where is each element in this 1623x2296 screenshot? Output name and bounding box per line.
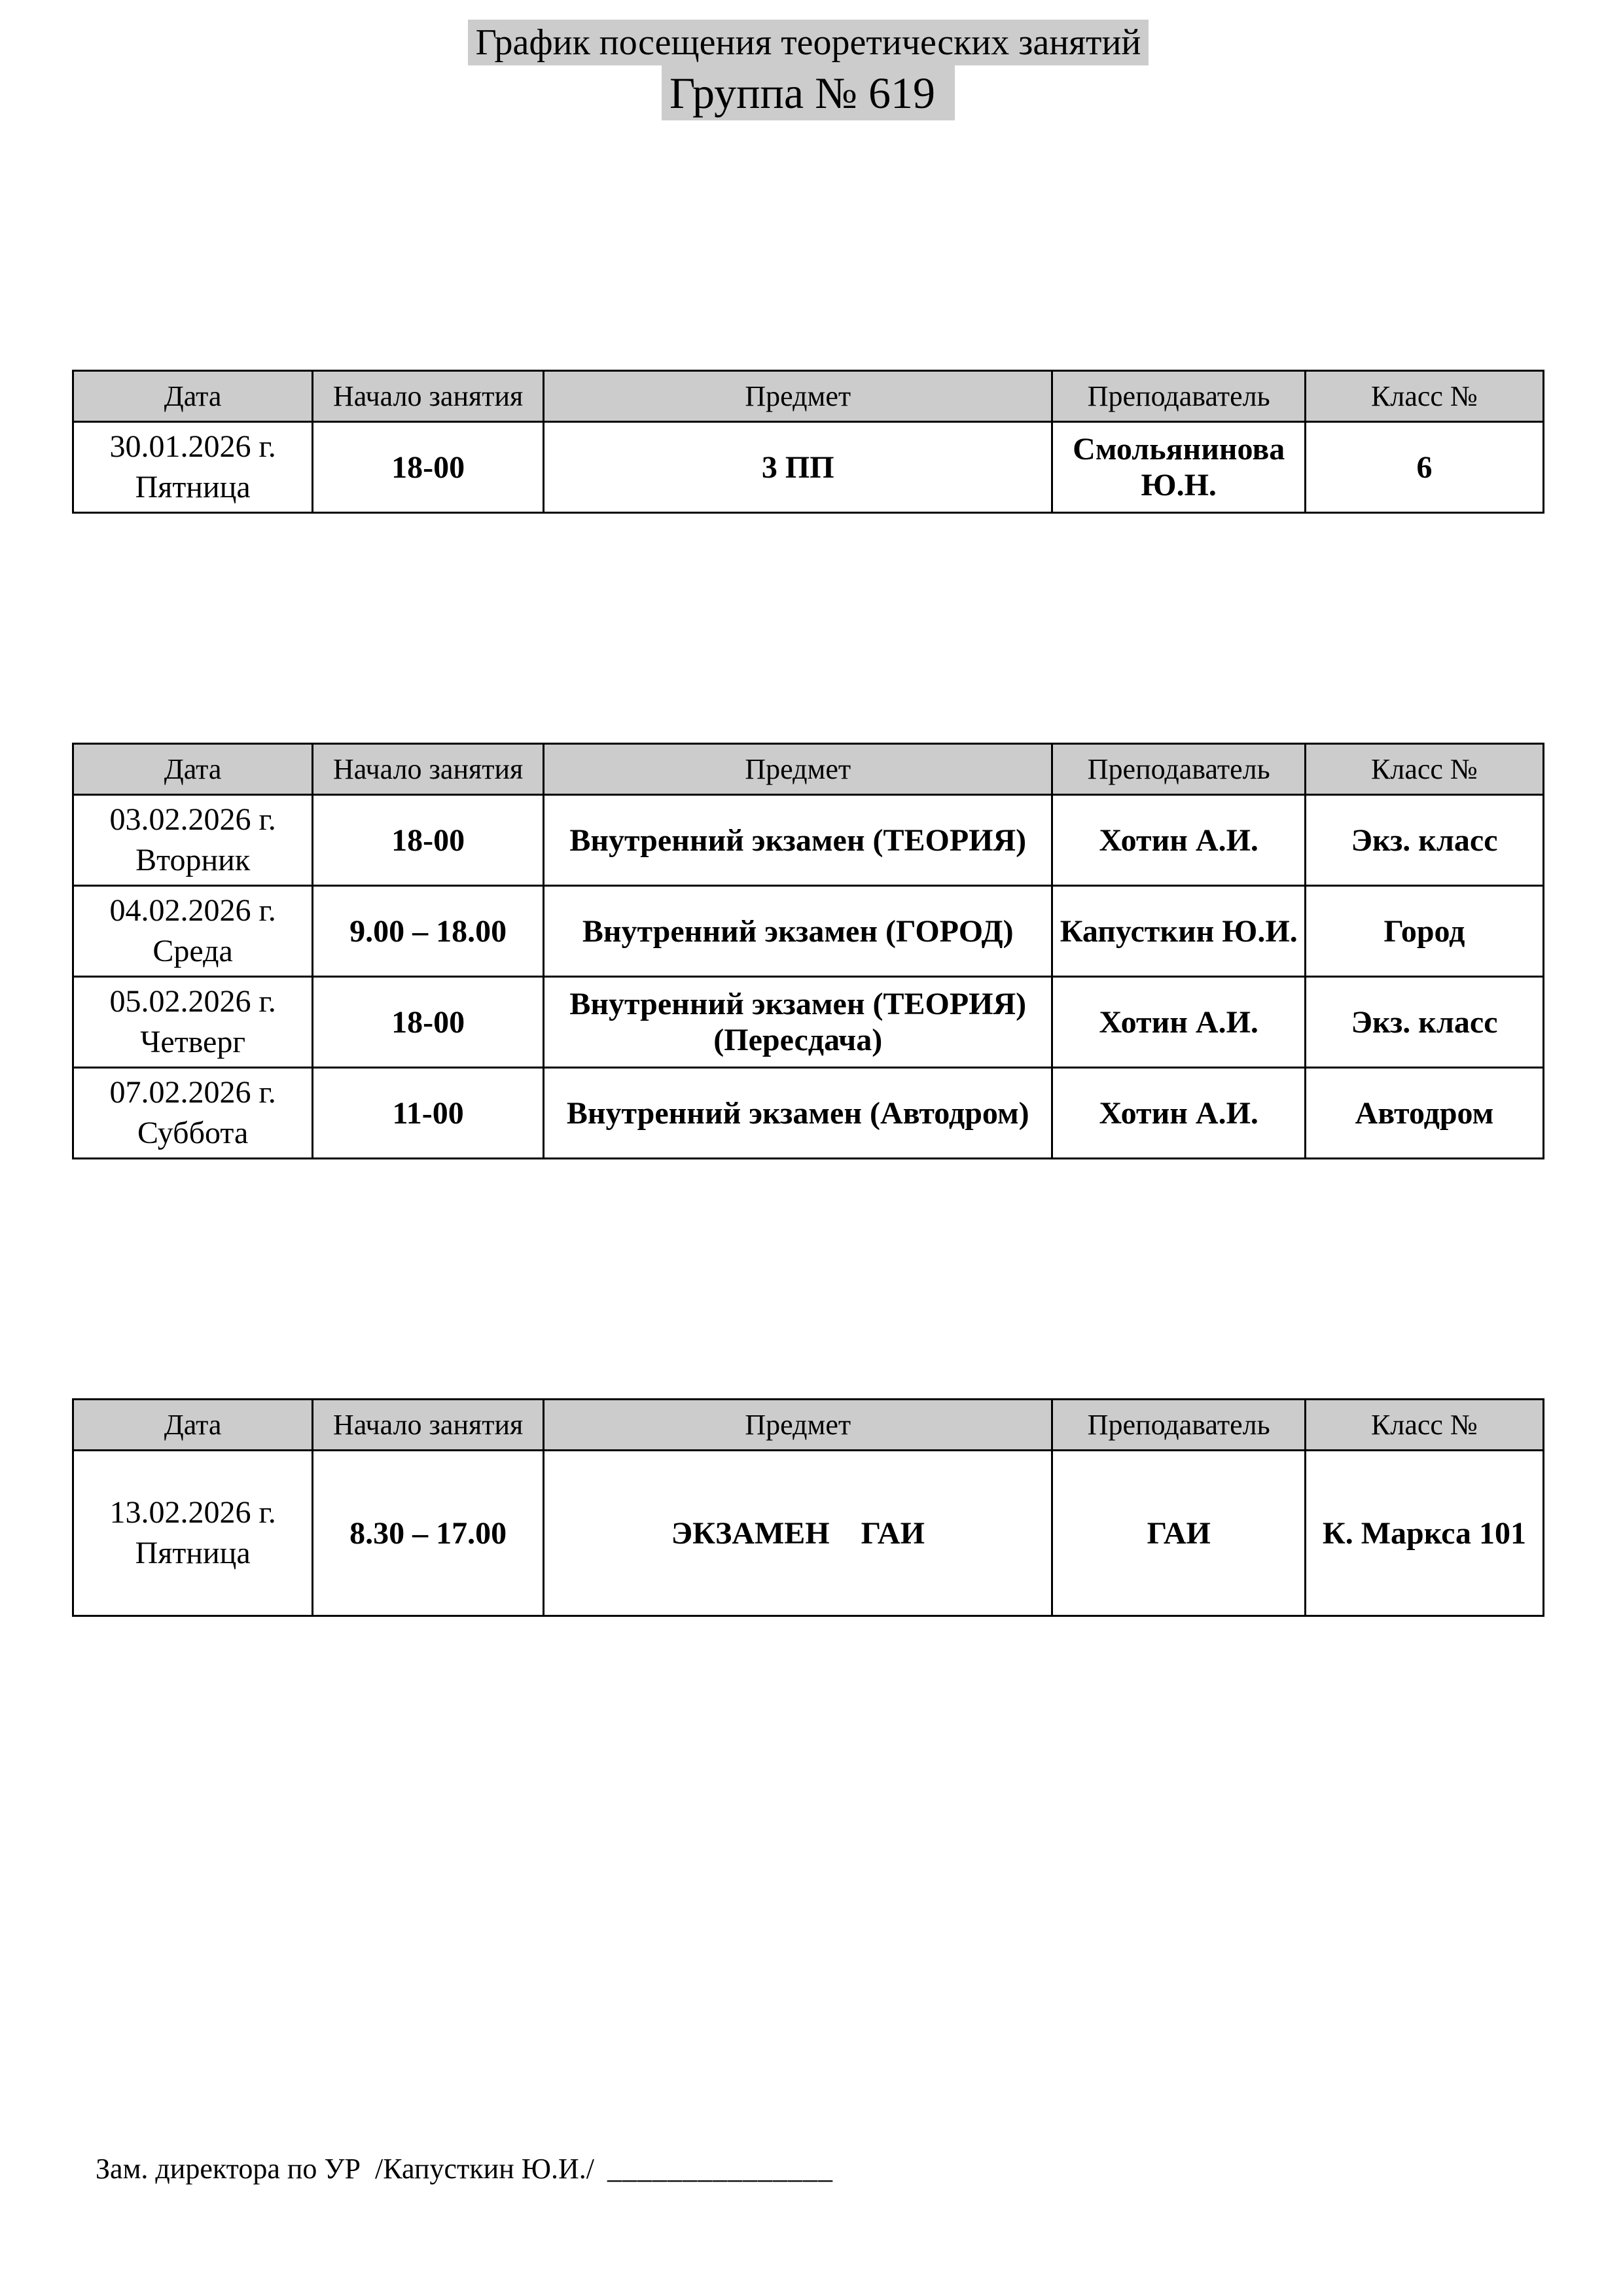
teacher-cell: Хотин А.И.	[1052, 977, 1305, 1068]
column-header-subject: Предмет	[544, 371, 1052, 422]
date-value: 04.02.2026 г.	[109, 893, 276, 928]
room-cell: Экз. класс	[1305, 977, 1543, 1068]
date-cell	[73, 795, 313, 886]
date-value: 07.02.2026 г.	[109, 1075, 276, 1110]
subject-cell: ЭКЗАМЕН ГАИ	[544, 1451, 1052, 1616]
document-page	[72, 0, 1544, 2187]
column-header-class-no: Класс №	[1305, 1400, 1543, 1451]
weekday-value: Пятница	[135, 470, 251, 504]
date-value: 05.02.2026 г.	[109, 984, 276, 1019]
room-cell: Город	[1305, 886, 1543, 977]
column-header-teacher: Преподаватель	[1052, 371, 1305, 422]
schedule-table-1	[72, 370, 1544, 514]
room-cell: К. Маркса 101	[1305, 1451, 1543, 1616]
time-cell: 18-00	[313, 977, 544, 1068]
header-row	[73, 1400, 1544, 1451]
column-header-start-time: Начало занятия	[313, 744, 544, 795]
column-header-date: Дата	[73, 371, 313, 422]
table-row	[73, 422, 1544, 513]
subject-cell: Внутренний экзамен (ГОРОД)	[544, 886, 1052, 977]
column-header-date: Дата	[73, 744, 313, 795]
schedule-table-2	[72, 743, 1544, 1159]
page-title-line	[72, 20, 1544, 65]
table-row	[73, 886, 1544, 977]
table-row	[73, 795, 1544, 886]
header-row	[73, 744, 1544, 795]
subject-cell: Внутренний экзамен (ТЕОРИЯ) (Пересдача)	[544, 977, 1052, 1068]
column-header-teacher: Преподаватель	[1052, 744, 1305, 795]
time-cell: 9.00 – 18.00	[313, 886, 544, 977]
date-value: 30.01.2026 г.	[109, 429, 276, 464]
weekday-value: Пятница	[135, 1536, 251, 1570]
weekday-value: Вторник	[135, 843, 251, 877]
teacher-cell: Хотин А.И.	[1052, 1068, 1305, 1159]
teacher-cell: Хотин А.И.	[1052, 795, 1305, 886]
header-row	[73, 371, 1544, 422]
date-cell	[73, 422, 313, 513]
subject-cell: Внутренний экзамен (ТЕОРИЯ)	[544, 795, 1052, 886]
column-header-subject: Предмет	[544, 1400, 1052, 1451]
time-cell: 18-00	[313, 795, 544, 886]
column-header-start-time: Начало занятия	[313, 371, 544, 422]
title-block	[72, 0, 1544, 121]
date-value: 13.02.2026 г.	[109, 1495, 276, 1530]
time-cell: 8.30 – 17.00	[313, 1451, 544, 1616]
date-cell	[73, 977, 313, 1068]
teacher-cell: ГАИ	[1052, 1451, 1305, 1616]
page-title: График посещения теоретических занятий	[468, 20, 1149, 65]
footer	[96, 2150, 1544, 2187]
group-number: Группа № 619	[662, 65, 955, 120]
teacher-cell: Смольянинова Ю.Н.	[1052, 422, 1305, 513]
table-row	[73, 977, 1544, 1068]
date-cell	[73, 886, 313, 977]
column-header-class-no: Класс №	[1305, 371, 1543, 422]
date-value: 03.02.2026 г.	[109, 802, 276, 837]
time-cell: 11-00	[313, 1068, 544, 1159]
room-cell: Экз. класс	[1305, 795, 1543, 886]
column-header-start-time: Начало занятия	[313, 1400, 544, 1451]
page-subtitle-line	[72, 65, 1544, 121]
teacher-cell: Капусткин Ю.И.	[1052, 886, 1305, 977]
table-row	[73, 1451, 1544, 1616]
signature-line: _______________	[607, 2153, 833, 2185]
signature-label: Зам. директора по УР /Капусткин Ю.И./	[96, 2153, 594, 2185]
column-header-class-no: Класс №	[1305, 744, 1543, 795]
column-header-subject: Предмет	[544, 744, 1052, 795]
table-row	[73, 1068, 1544, 1159]
date-cell	[73, 1451, 313, 1616]
schedule-table-3	[72, 1398, 1544, 1617]
date-cell	[73, 1068, 313, 1159]
weekday-value: Среда	[152, 934, 233, 968]
column-header-teacher: Преподаватель	[1052, 1400, 1305, 1451]
room-cell: Автодром	[1305, 1068, 1543, 1159]
subject-cell: 3 ПП	[544, 422, 1052, 513]
weekday-value: Четверг	[140, 1025, 246, 1059]
room-cell: 6	[1305, 422, 1543, 513]
time-cell: 18-00	[313, 422, 544, 513]
weekday-value: Суббота	[137, 1116, 249, 1150]
column-header-date: Дата	[73, 1400, 313, 1451]
subject-cell: Внутренний экзамен (Автодром)	[544, 1068, 1052, 1159]
